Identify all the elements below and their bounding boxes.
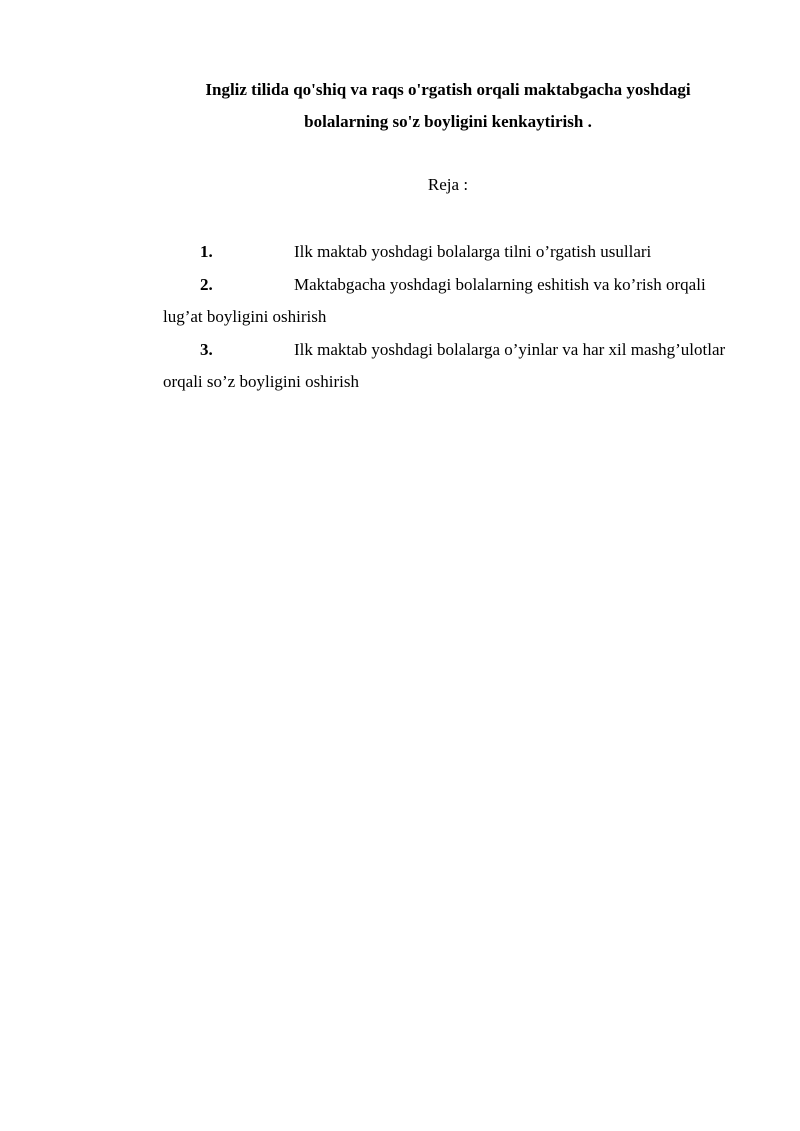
plan-item-continuation: lug’at boyligini oshirish bbox=[163, 307, 327, 326]
plan-item-line bbox=[163, 334, 739, 367]
document-title bbox=[160, 74, 736, 138]
plan-item-number: 3. bbox=[200, 339, 213, 359]
plan-item-text: Ilk maktab yoshdagi bolalarga tilni o’rgatish usullari bbox=[294, 242, 652, 261]
plan-heading: Reja : bbox=[427, 175, 469, 194]
title-line-2: bolalarning so'z boyligini kenkaytirish . bbox=[304, 112, 592, 131]
plan-item-3 bbox=[163, 334, 739, 399]
plan-list bbox=[163, 236, 739, 399]
plan-item-number: 2. bbox=[200, 274, 213, 294]
plan-item-text: Maktabgacha yoshdagi bolalarning eshitish va ko’rish orqali bbox=[294, 274, 706, 294]
plan-item-continuation: orqali so’z boyligini oshirish bbox=[163, 372, 359, 391]
plan-item-line bbox=[163, 236, 739, 269]
title-line-1: Ingliz tilida qo'shiq va raqs o'rgatish orqali maktabgacha yoshdagi bbox=[205, 80, 691, 99]
plan-item-text: Ilk maktab yoshdagi bolalarga o’yinlar va har xil mashg’ulotlar bbox=[294, 339, 726, 359]
plan-item-number: 1. bbox=[200, 242, 213, 261]
plan-item-line bbox=[163, 269, 739, 302]
plan-item-2 bbox=[163, 269, 739, 334]
plan-item-1 bbox=[163, 236, 739, 269]
